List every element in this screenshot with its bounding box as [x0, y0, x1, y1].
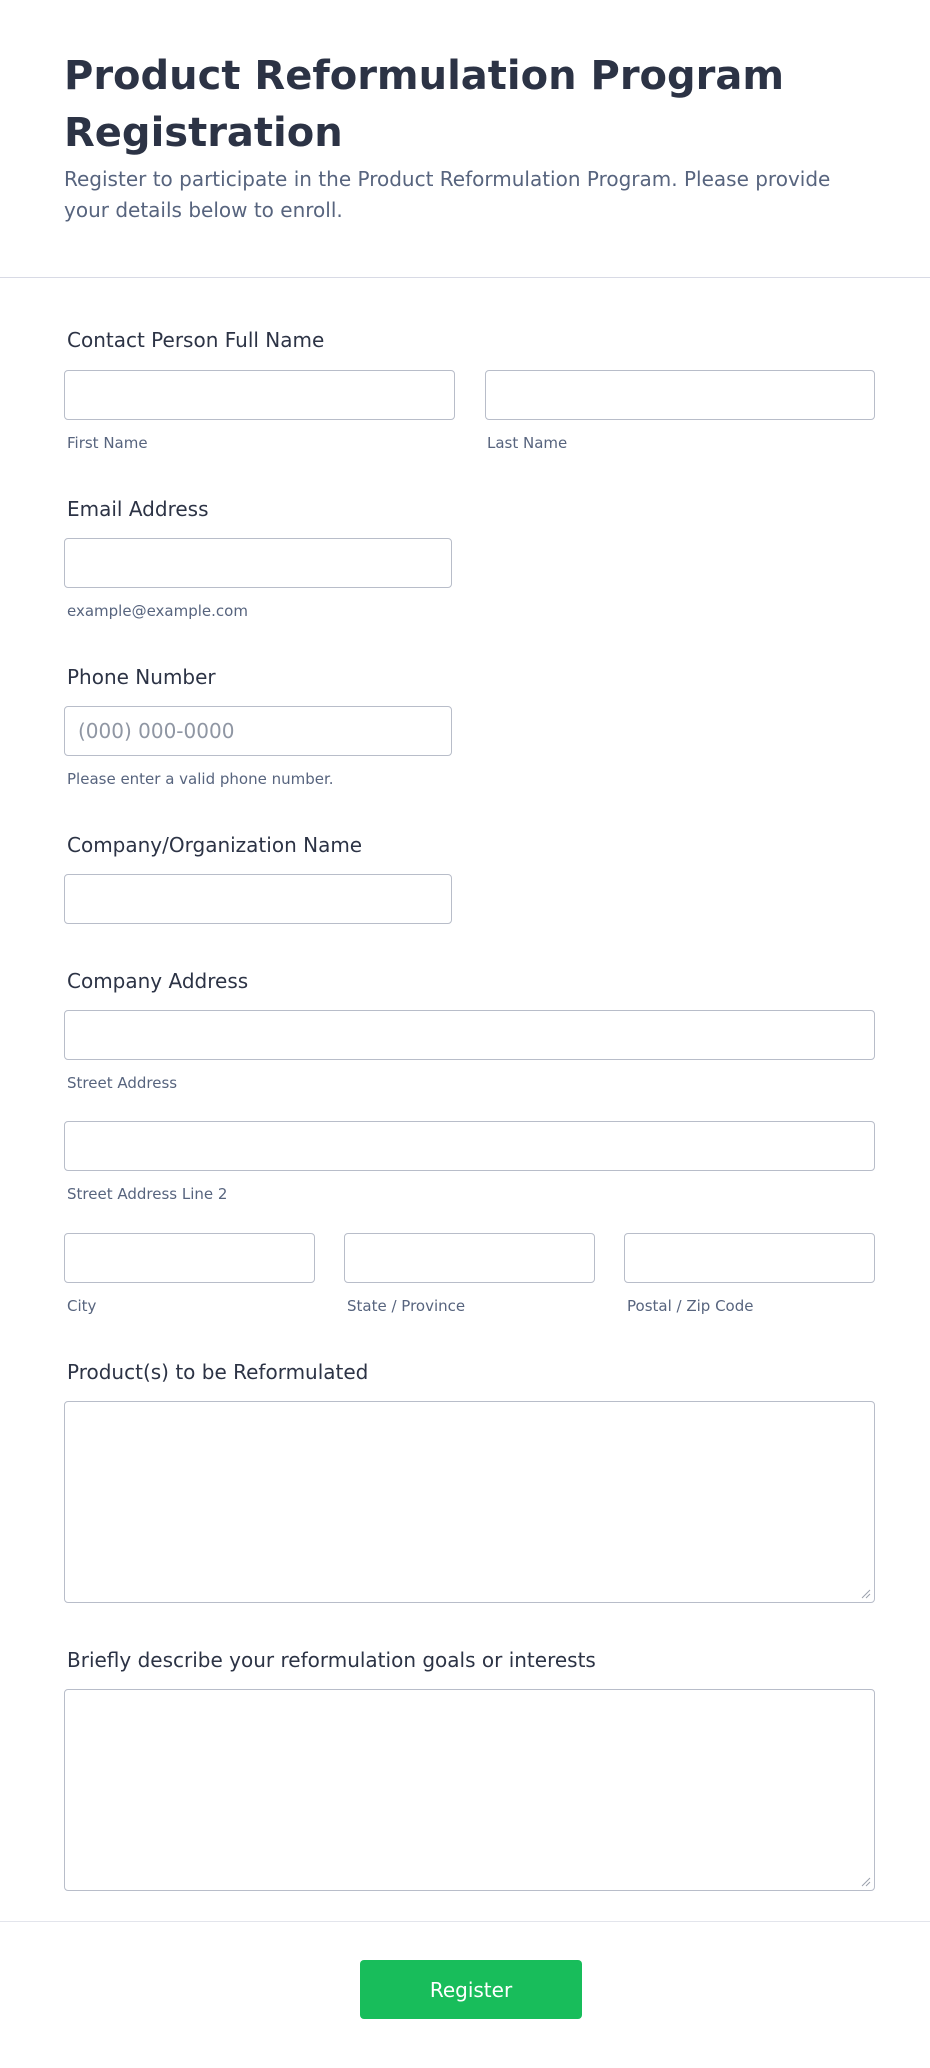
email-input[interactable]	[64, 538, 452, 588]
company-input[interactable]	[64, 874, 452, 924]
last-name-input[interactable]	[485, 370, 875, 420]
full-name-label: Contact Person Full Name	[67, 328, 325, 352]
goals-label: Briefly describe your reformulation goals or interests	[67, 1648, 596, 1672]
form-header	[0, 0, 930, 278]
state-sublabel: State / Province	[347, 1297, 466, 1315]
postal-code-input[interactable]	[624, 1233, 875, 1283]
street-address-sublabel: Street Address	[67, 1074, 178, 1092]
city-input[interactable]	[64, 1233, 315, 1283]
email-label: Email Address	[67, 497, 209, 521]
phone-sublabel: Please enter a valid phone number.	[67, 770, 334, 788]
address-label: Company Address	[67, 969, 249, 993]
email-sublabel: example@example.com	[67, 602, 248, 620]
street-address-input[interactable]	[64, 1010, 875, 1060]
postal-code-sublabel: Postal / Zip Code	[627, 1297, 754, 1315]
phone-input[interactable]	[64, 706, 452, 756]
goals-textarea[interactable]	[64, 1689, 875, 1891]
products-textarea[interactable]	[64, 1401, 875, 1603]
state-input[interactable]	[344, 1233, 595, 1283]
phone-label: Phone Number	[67, 665, 216, 689]
form-description: Register to participate in the Product Reformulation Program. Please provide your details below to enroll.	[64, 167, 831, 222]
street-address-line2-input[interactable]	[64, 1121, 875, 1171]
street-address-line2-sublabel: Street Address Line 2	[67, 1185, 228, 1203]
form-title: Product Reformulation Program Registration	[64, 53, 785, 156]
company-label: Company/Organization Name	[67, 833, 363, 857]
register-button[interactable]: Register	[360, 1960, 582, 2019]
city-sublabel: City	[67, 1297, 97, 1315]
products-label: Product(s) to be Reformulated	[67, 1360, 369, 1384]
last-name-sublabel: Last Name	[487, 434, 568, 452]
resize-grip-icon[interactable]	[859, 1587, 871, 1599]
first-name-sublabel: First Name	[67, 434, 148, 452]
footer-divider	[0, 1921, 930, 1922]
resize-grip-icon[interactable]	[859, 1875, 871, 1887]
first-name-input[interactable]	[64, 370, 455, 420]
